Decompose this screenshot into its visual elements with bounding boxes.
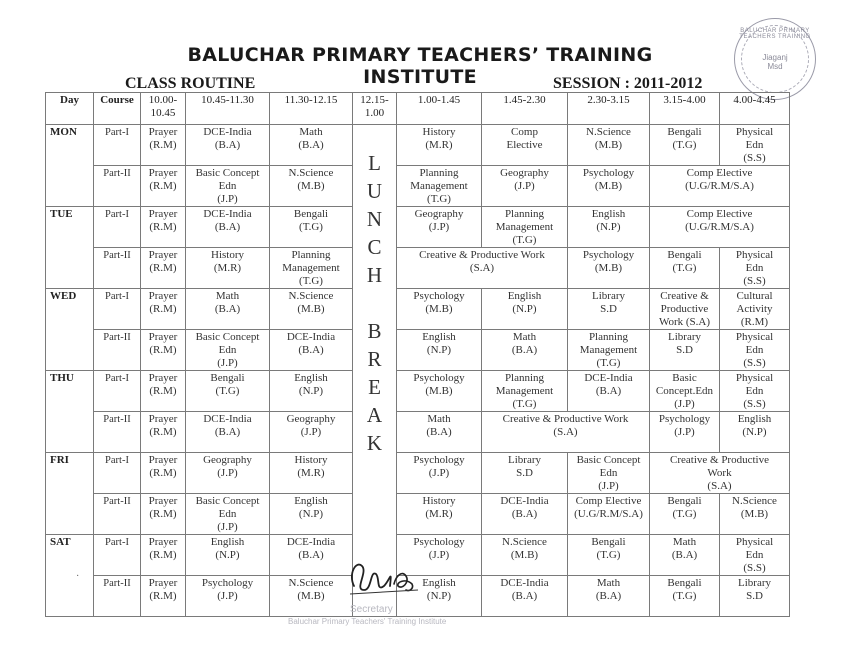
class-slot: DCE-India (B.A): [270, 330, 353, 371]
day-label: MON: [46, 125, 94, 207]
table-row: [46, 207, 790, 248]
class-slot: Psychology (M.B): [397, 289, 482, 330]
class-slot: English (N.P): [270, 494, 353, 535]
day-label: WED: [46, 289, 94, 371]
class-slot: Bengali (T.G): [650, 494, 720, 535]
class-routine-table: [45, 92, 790, 617]
class-slot: English (N.P): [482, 289, 568, 330]
class-slot: Creative & Productive Work (S.A): [482, 412, 650, 453]
class-slot: N.Science (M.B): [270, 576, 353, 617]
lunch-letter: N: [366, 207, 383, 231]
class-slot: Math (B.A): [270, 125, 353, 166]
class-slot: Planning Management (T.G): [568, 330, 650, 371]
class-slot: English (N.P): [568, 207, 650, 248]
class-slot: Prayer (R.M): [141, 125, 186, 166]
class-slot: Prayer (R.M): [141, 412, 186, 453]
class-slot: Psychology (J.P): [186, 576, 270, 617]
course-label: Part-II: [94, 494, 141, 535]
lunch-letter: C: [367, 235, 382, 259]
class-slot: Comp Elective (U.G/R.M/S.A): [650, 207, 790, 248]
class-slot: Prayer (R.M): [141, 576, 186, 617]
class-routine-heading: CLASS ROUTINE: [125, 75, 256, 92]
course-label: Part-II: [94, 166, 141, 207]
class-slot: Math (B.A): [186, 289, 270, 330]
class-slot: History (M.R): [186, 248, 270, 289]
table-row: [46, 330, 790, 371]
class-slot: Psychology (J.P): [397, 453, 482, 494]
class-slot: Math (B.A): [482, 330, 568, 371]
course-label: Part-II: [94, 576, 141, 617]
class-slot: N.Science (M.B): [720, 494, 790, 535]
class-slot: Creative & Productive Work (S.A): [650, 289, 720, 330]
margin-tick: ·: [76, 571, 80, 582]
class-slot: Cultural Activity (R.M): [720, 289, 790, 330]
lunch-letter: A: [366, 403, 383, 427]
class-slot: Prayer (R.M): [141, 330, 186, 371]
class-slot: DCE-India (B.A): [186, 125, 270, 166]
class-slot: Geography (J.P): [397, 207, 482, 248]
class-slot: Geography (J.P): [186, 453, 270, 494]
class-slot: Prayer (R.M): [141, 371, 186, 412]
course-label: Part-I: [94, 371, 141, 412]
class-slot: N.Science (M.B): [568, 125, 650, 166]
lunch-letter: E: [368, 375, 381, 399]
signature-organization: Baluchar Primary Teachers' Training Institute: [288, 617, 447, 626]
class-slot: Psychology (J.P): [650, 412, 720, 453]
course-label: Part-I: [94, 207, 141, 248]
class-slot: Library S.D: [482, 453, 568, 494]
class-slot: Planning Management (T.G): [270, 248, 353, 289]
column-header: Course: [94, 93, 141, 125]
table-row: [46, 371, 790, 412]
class-slot: DCE-India (B.A): [270, 535, 353, 576]
course-label: Part-II: [94, 330, 141, 371]
class-slot: DCE-India (B.A): [568, 371, 650, 412]
class-slot: Physical Edn (S.S): [720, 248, 790, 289]
lunch-letter: H: [366, 263, 383, 287]
class-slot: DCE-India (B.A): [186, 207, 270, 248]
column-header: 2.30-3.15: [568, 93, 650, 125]
class-slot: Physical Edn (S.S): [720, 330, 790, 371]
class-slot: Bengali (T.G): [568, 535, 650, 576]
class-slot: Prayer (R.M): [141, 248, 186, 289]
class-slot: Bengali (T.G): [650, 576, 720, 617]
class-slot: Bengali (T.G): [650, 125, 720, 166]
class-slot: Physical Edn (S.S): [720, 371, 790, 412]
class-slot: Basic Concept Edn (J.P): [186, 330, 270, 371]
table-row: [46, 412, 790, 453]
column-header: 12.15- 1.00: [353, 93, 397, 125]
session-heading: SESSION : 2011-2012: [553, 75, 703, 92]
class-slot: Planning Management (T.G): [482, 207, 568, 248]
column-header: 10.45-11.30: [186, 93, 270, 125]
class-slot: Creative & Productive Work (S.A): [650, 453, 790, 494]
class-slot: Planning Management (T.G): [397, 166, 482, 207]
column-header: 11.30-12.15: [270, 93, 353, 125]
class-slot: Physical Edn (S.S): [720, 535, 790, 576]
day-label: SAT: [46, 535, 94, 617]
class-slot: N.Science (M.B): [270, 289, 353, 330]
class-slot: Library S.D: [720, 576, 790, 617]
class-slot: English (N.P): [397, 576, 482, 617]
signature-label: Secretary: [350, 604, 393, 615]
class-slot: English (N.P): [397, 330, 482, 371]
class-slot: Math (B.A): [568, 576, 650, 617]
class-slot: Prayer (R.M): [141, 494, 186, 535]
table-row: [46, 125, 790, 166]
column-header: 1.45-2.30: [482, 93, 568, 125]
class-slot: N.Science (M.B): [270, 166, 353, 207]
class-slot: Prayer (R.M): [141, 207, 186, 248]
class-slot: Prayer (R.M): [141, 453, 186, 494]
day-label: TUE: [46, 207, 94, 289]
class-slot: DCE-India (B.A): [482, 494, 568, 535]
class-slot: Creative & Productive Work (S.A): [397, 248, 568, 289]
class-slot: Psychology (M.B): [397, 371, 482, 412]
table-row: [46, 289, 790, 330]
class-slot: Basic Concept Edn (J.P): [568, 453, 650, 494]
class-slot: Bengali (T.G): [650, 248, 720, 289]
class-slot: History (M.R): [397, 125, 482, 166]
lunch-break-cell: [353, 125, 397, 617]
class-slot: English (N.P): [186, 535, 270, 576]
class-slot: Library S.D: [650, 330, 720, 371]
class-slot: Comp Elective (U.G/R.M/S.A): [568, 494, 650, 535]
class-slot: Physical Edn (S.S): [720, 125, 790, 166]
course-label: Part-I: [94, 289, 141, 330]
class-slot: Prayer (R.M): [141, 535, 186, 576]
lunch-letter: U: [366, 179, 383, 203]
class-slot: DCE-India (B.A): [186, 412, 270, 453]
course-label: Part-II: [94, 412, 141, 453]
class-slot: Bengali (T.G): [186, 371, 270, 412]
institute-title: BALUCHAR PRIMARY TEACHERS’ TRAINING INSTITUTE: [187, 44, 653, 88]
column-header: 3.15-4.00: [650, 93, 720, 125]
class-slot: History (M.R): [397, 494, 482, 535]
class-slot: Basic Concept Edn (J.P): [186, 166, 270, 207]
lunch-letter: K: [366, 431, 383, 455]
class-slot: Planning Management (T.G): [482, 371, 568, 412]
class-slot: Basic Concept.Edn (J.P): [650, 371, 720, 412]
class-slot: English (N.P): [720, 412, 790, 453]
class-slot: Basic Concept Edn (J.P): [186, 494, 270, 535]
seal-line-1: Jiaganj: [762, 53, 788, 62]
class-slot: N.Science (M.B): [482, 535, 568, 576]
day-label: THU: [46, 371, 94, 453]
class-slot: Prayer (R.M): [141, 166, 186, 207]
class-slot: Comp Elective: [482, 125, 568, 166]
class-slot: Geography (J.P): [482, 166, 568, 207]
class-slot: Library S.D: [568, 289, 650, 330]
lunch-letter: L: [368, 151, 381, 175]
table-body: [46, 125, 790, 617]
class-slot: Psychology (J.P): [397, 535, 482, 576]
column-header: Day: [46, 93, 94, 125]
table-row: [46, 453, 790, 494]
table-row: [46, 166, 790, 207]
class-slot: Bengali (T.G): [270, 207, 353, 248]
table-row: [46, 248, 790, 289]
column-header: 10.00- 10.45: [141, 93, 186, 125]
seal-line-2: Msd: [767, 62, 783, 71]
day-label: FRI: [46, 453, 94, 535]
class-slot: Prayer (R.M): [141, 289, 186, 330]
class-slot: Psychology (M.B): [568, 166, 650, 207]
signature-mark: [346, 556, 422, 600]
lunch-break-text: [354, 149, 395, 457]
class-slot: DCE-India (B.A): [482, 576, 568, 617]
class-slot: History (M.R): [270, 453, 353, 494]
class-slot: Math (B.A): [397, 412, 482, 453]
institute-seal: [734, 18, 816, 100]
class-slot: English (N.P): [270, 371, 353, 412]
seal-arc-text: BALUCHAR PRIMARY TEACHERS TRAINING: [739, 28, 811, 40]
lunch-letter: B: [367, 319, 382, 343]
course-label: Part-I: [94, 125, 141, 166]
table-header-row: [46, 93, 790, 125]
column-header: 1.00-1.45: [397, 93, 482, 125]
lunch-letter: R: [367, 347, 382, 371]
table-row: [46, 494, 790, 535]
class-slot: Psychology (M.B): [568, 248, 650, 289]
course-label: Part-II: [94, 248, 141, 289]
course-label: Part-I: [94, 453, 141, 494]
class-slot: Comp Elective (U.G/R.M/S.A): [650, 166, 790, 207]
class-slot: Math (B.A): [650, 535, 720, 576]
class-slot: Geography (J.P): [270, 412, 353, 453]
course-label: Part-I: [94, 535, 141, 576]
column-header: 4.00-4.45: [720, 93, 790, 125]
